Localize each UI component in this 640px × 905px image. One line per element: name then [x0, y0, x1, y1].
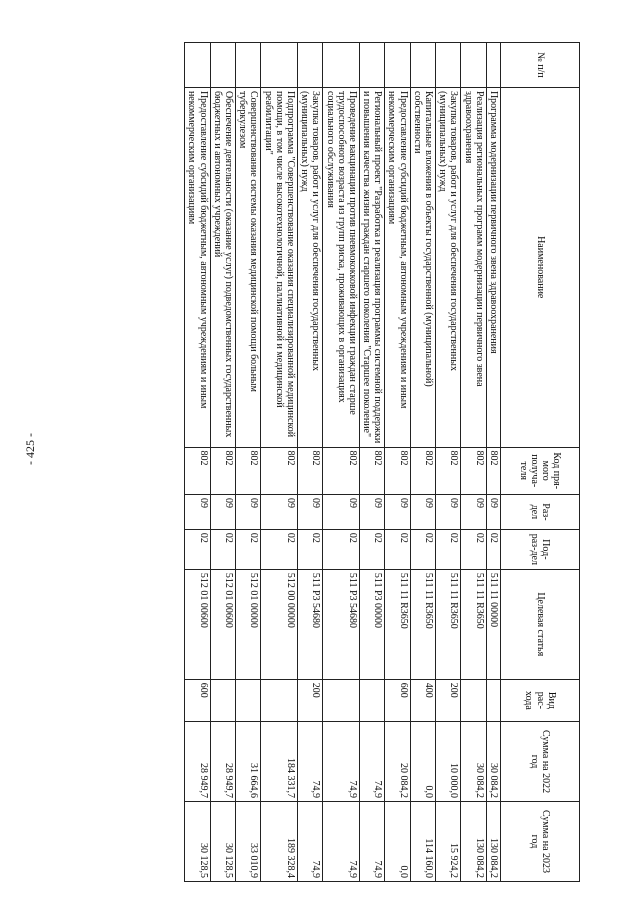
cell-sum-2022: 28 949,7 — [185, 722, 210, 802]
cell-podrazdel: 02 — [385, 529, 410, 569]
cell-podrazdel: 02 — [185, 529, 210, 569]
cell-vid — [323, 679, 360, 721]
cell-code: 802 — [385, 447, 410, 494]
cell-code: 802 — [236, 447, 261, 494]
cell-sum-2023: 130 084,2 — [486, 802, 500, 882]
table-row — [436, 43, 461, 882]
cell-sum-2022: 28 949,7 — [210, 722, 235, 802]
cell-sum-2022: 31 664,6 — [236, 722, 261, 802]
cell-name: Обеспечение деятельности (оказание услуг) подведомственных государственных бюджетных и автономных учреждений — [210, 87, 235, 447]
cell-sum-2022: 74,9 — [298, 722, 323, 802]
cell-num — [261, 43, 298, 88]
cell-target: 512 01 00000 — [236, 569, 261, 679]
cell-razdel: 09 — [410, 494, 435, 529]
cell-num — [298, 43, 323, 88]
cell-code: 802 — [298, 447, 323, 494]
cell-podrazdel: 02 — [261, 529, 298, 569]
cell-podrazdel: 02 — [210, 529, 235, 569]
cell-sum-2022: 184 331,7 — [261, 722, 298, 802]
cell-num — [359, 43, 384, 88]
header-vid: Вид рас-хода — [501, 679, 580, 721]
cell-vid — [461, 679, 486, 721]
cell-sum-2022: 74,9 — [323, 722, 360, 802]
cell-target: 511 11 R3650 — [461, 569, 486, 679]
cell-num — [436, 43, 461, 88]
cell-name: Закупка товаров, работ и услуг для обеспечения государственных (муниципальных) нужд — [298, 87, 323, 447]
cell-razdel: 09 — [298, 494, 323, 529]
cell-podrazdel: 02 — [298, 529, 323, 569]
cell-razdel: 09 — [359, 494, 384, 529]
page-number: - 425 - — [23, 433, 37, 465]
cell-target: 511 11 R3650 — [436, 569, 461, 679]
cell-sum-2023: 30 128,5 — [185, 802, 210, 882]
cell-target: 511 P3 54680 — [323, 569, 360, 679]
cell-sum-2022: 10 000,0 — [436, 722, 461, 802]
table-header-row — [501, 43, 580, 882]
table-row — [486, 43, 500, 882]
cell-podrazdel: 02 — [436, 529, 461, 569]
cell-razdel: 09 — [436, 494, 461, 529]
cell-vid — [486, 679, 500, 721]
cell-target: 512 00 00000 — [261, 569, 298, 679]
cell-code: 802 — [486, 447, 500, 494]
cell-vid — [359, 679, 384, 721]
cell-code: 802 — [410, 447, 435, 494]
cell-razdel: 09 — [236, 494, 261, 529]
header-num: № п/п — [501, 43, 580, 88]
cell-sum-2022: 30 084,2 — [461, 722, 486, 802]
cell-name: Программа модернизации первичного звена здравоохранения — [486, 87, 500, 447]
cell-num — [410, 43, 435, 88]
cell-vid — [210, 679, 235, 721]
cell-name: Совершенствование системы оказания медицинской помощи больным туберкулезом — [236, 87, 261, 447]
cell-sum-2022: 30 084,2 — [486, 722, 500, 802]
cell-vid: 600 — [385, 679, 410, 721]
header-razdel: Раз-дел — [501, 494, 580, 529]
header-code: Код пря-мого получа-теля — [501, 447, 580, 494]
cell-target: 512 01 00600 — [210, 569, 235, 679]
cell-target: 511 P3 54680 — [298, 569, 323, 679]
cell-num — [461, 43, 486, 88]
cell-podrazdel: 02 — [323, 529, 360, 569]
header-sum-2022: Сумма на 2022 год — [501, 722, 580, 802]
table-row — [210, 43, 235, 882]
cell-podrazdel: 02 — [486, 529, 500, 569]
cell-sum-2023: 130 084,2 — [461, 802, 486, 882]
cell-name: Предоставление субсидий бюджетным, автономным учреждениям и иным некоммерческим организациям — [185, 87, 210, 447]
cell-num — [323, 43, 360, 88]
cell-sum-2023: 74,9 — [359, 802, 384, 882]
cell-vid — [236, 679, 261, 721]
header-target: Целевая статья — [501, 569, 580, 679]
cell-razdel: 09 — [461, 494, 486, 529]
cell-sum-2023: 114 160,0 — [410, 802, 435, 882]
cell-vid: 200 — [298, 679, 323, 721]
cell-num — [185, 43, 210, 88]
cell-sum-2023: 30 128,5 — [210, 802, 235, 882]
cell-sum-2022: 0,0 — [410, 722, 435, 802]
table-body — [185, 43, 501, 882]
header-name: Наименование — [501, 87, 580, 447]
cell-name: Закупка товаров, работ и услуг для обеспечения государственных (муниципальных) нужд — [436, 87, 461, 447]
cell-podrazdel: 02 — [359, 529, 384, 569]
cell-name: Проведение вакцинации против пневмококковой инфекции граждан старше трудоспособного возраста из групп риска, проживающих в организациях социального обслуживания — [323, 87, 360, 447]
cell-name: Подпрограмма "Совершенствование оказания специализированной медицинской помощи, в том числе высокотехнологичной, паллиативной и медицинской реабилитации" — [261, 87, 298, 447]
table-row — [185, 43, 210, 882]
table-row — [410, 43, 435, 882]
cell-code: 802 — [436, 447, 461, 494]
table-row — [461, 43, 486, 882]
cell-num — [236, 43, 261, 88]
cell-code: 802 — [461, 447, 486, 494]
cell-target: 512 01 00600 — [185, 569, 210, 679]
cell-target: 511 P3 00000 — [359, 569, 384, 679]
cell-sum-2023: 189 328,4 — [261, 802, 298, 882]
cell-num — [210, 43, 235, 88]
cell-target: 511 11 R3650 — [385, 569, 410, 679]
cell-sum-2022: 20 084,2 — [385, 722, 410, 802]
cell-razdel: 09 — [185, 494, 210, 529]
cell-name: Капитальные вложения в объекты государственной (муниципальной) собственности — [410, 87, 435, 447]
table-row — [298, 43, 323, 882]
cell-num — [486, 43, 500, 88]
cell-vid — [261, 679, 298, 721]
cell-name: Региональный проект "Разработка и реализация программы системной поддержки и повышения качества жизни граждан старшего поколения "Старшее поколение" — [359, 87, 384, 447]
cell-razdel: 09 — [323, 494, 360, 529]
cell-vid: 200 — [436, 679, 461, 721]
cell-sum-2022: 74,9 — [359, 722, 384, 802]
rotated-table-container — [60, 42, 580, 882]
cell-code: 802 — [359, 447, 384, 494]
table-row — [236, 43, 261, 882]
cell-target: 511 11 R3650 — [410, 569, 435, 679]
cell-code: 802 — [323, 447, 360, 494]
table-row — [323, 43, 360, 882]
cell-sum-2023: 0,0 — [385, 802, 410, 882]
table-row — [385, 43, 410, 882]
cell-code: 802 — [261, 447, 298, 494]
cell-razdel: 09 — [385, 494, 410, 529]
cell-podrazdel: 02 — [236, 529, 261, 569]
cell-vid: 600 — [185, 679, 210, 721]
table-row — [261, 43, 298, 882]
cell-code: 802 — [185, 447, 210, 494]
cell-podrazdel: 02 — [410, 529, 435, 569]
cell-sum-2023: 33 010,9 — [236, 802, 261, 882]
cell-razdel: 09 — [210, 494, 235, 529]
cell-target: 511 11 00000 — [486, 569, 500, 679]
header-podrazdel: Под-раз-дел — [501, 529, 580, 569]
cell-name: Предоставление субсидий бюджетным, автономным учреждениям и иным некоммерческим организациям — [385, 87, 410, 447]
cell-vid: 400 — [410, 679, 435, 721]
cell-podrazdel: 02 — [461, 529, 486, 569]
cell-num — [385, 43, 410, 88]
cell-sum-2023: 15 924,2 — [436, 802, 461, 882]
cell-sum-2023: 74,9 — [323, 802, 360, 882]
budget-table — [184, 42, 580, 882]
cell-sum-2023: 74,9 — [298, 802, 323, 882]
table-row — [359, 43, 384, 882]
cell-code: 802 — [210, 447, 235, 494]
cell-name: Реализация региональных программ модернизации первичного звена здравоохранения — [461, 87, 486, 447]
header-sum-2023: Сумма на 2023 год — [501, 802, 580, 882]
cell-razdel: 09 — [261, 494, 298, 529]
cell-razdel: 09 — [486, 494, 500, 529]
